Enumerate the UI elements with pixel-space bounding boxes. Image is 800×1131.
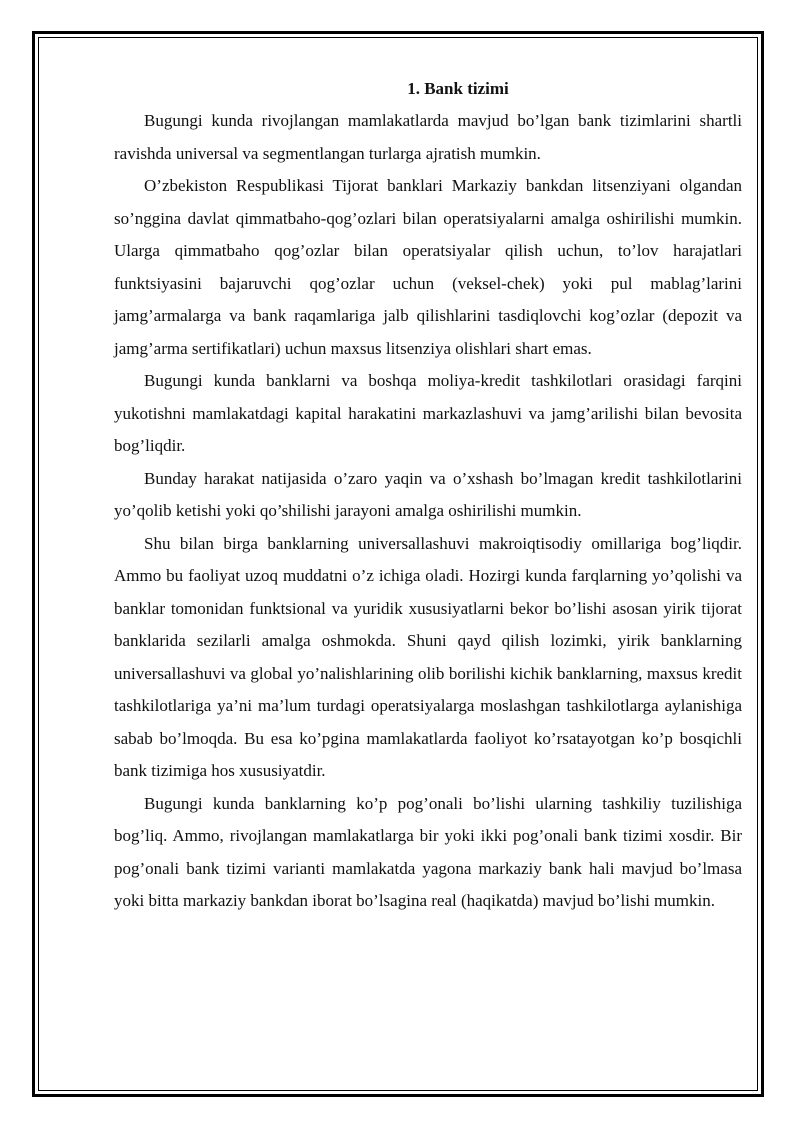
- paragraph-2: O’zbekiston Respublikasi Tijorat banklari Markaziy bankdan litsenziyani olgandan so’nggina davlat qimmatbaho-qog’ozlari bilan operatsiyalarni amalga oshirilishi mumkin. Ularga qimmatbaho qog’ozlar bilan operatsiyalar qilish uchun, to’lov harajatlari funktsiyasini bajaruvchi qog’ozlar uchun (veksel-chek) yoki pul mablag’larini jamg’armalarga va bank raqamlariga jalb qilishlarini tasdiqlovchi kog’ozlar (depozit va jamg’arma sertifikatlari) uchun maxsus litsenziya olishlari shart emas.: [114, 176, 742, 358]
- paragraph-5: Shu bilan birga banklarning universallashuvi makroiqtisodiy omillariga bog’liqdir. Ammo bu faoliyat uzoq muddatni o’z ichiga oladi. Hozirgi kunda farqlarning yo’qolishi va banklar tomonidan funktsional va yuridik xususiyatlarni bekor bo’lishi asosan yirik tijorat banklarida sezilarli amalga oshmokda. Shuni qayd qilish lozimki, yirik banklarning universallashuvi va global yo’nalishlarining olib borilishi kichik banklarning, maxsus kredit tashkilotlariga ya’ni ma’lum turdagi operatsiyalarga moslashgan tashkilotlarga aylanishiga sabab bo’lmoqda. Bu esa ko’pgina mamlakatlarda faoliyot ko’rsatayotgan ko’p bosqichli bank tizimiga hos xususiyatdir.: [114, 533, 742, 780]
- document-body: [114, 73, 742, 918]
- paragraph-1: Bugungi kunda rivojlangan mamlakatlarda mavjud bo’lgan bank tizimlarini shartli ravishda universal va segmentlangan turlarga ajratish mumkin.: [114, 111, 742, 163]
- section-heading: 1. Bank tizimi: [407, 79, 509, 98]
- paragraph-6: Bugungi kunda banklarning ko’p pog’onali bo’lishi ularning tashkiliy tuzilishiga bog’liq. Ammo, rivojlangan mamlakatlarga bir yoki ikki pog’onali bank tizimi xosdir. Bir pog’onali bank tizimi varianti mamlakatda yagona markaziy bank hali mavjud bo’lmasa yoki bitta markaziy bankdan iborat bo’lsagina real (haqikatda) mavjud bo’lishi mumkin.: [114, 793, 742, 910]
- paragraph-3: Bugungi kunda banklarni va boshqa moliya-kredit tashkilotlari orasidagi farqini yukotishni mamlakatdagi kapital harakatini markazlashuvi va jamg’arilishi bilan bevosita bog’liqdir.: [114, 371, 742, 455]
- paragraph-4: Bunday harakat natijasida o’zaro yaqin va o’xshash bo’lmagan kredit tashkilotlarini yo’qolib ketishi yoki qo’shilishi jarayoni amalga oshirilishi mumkin.: [114, 468, 742, 520]
